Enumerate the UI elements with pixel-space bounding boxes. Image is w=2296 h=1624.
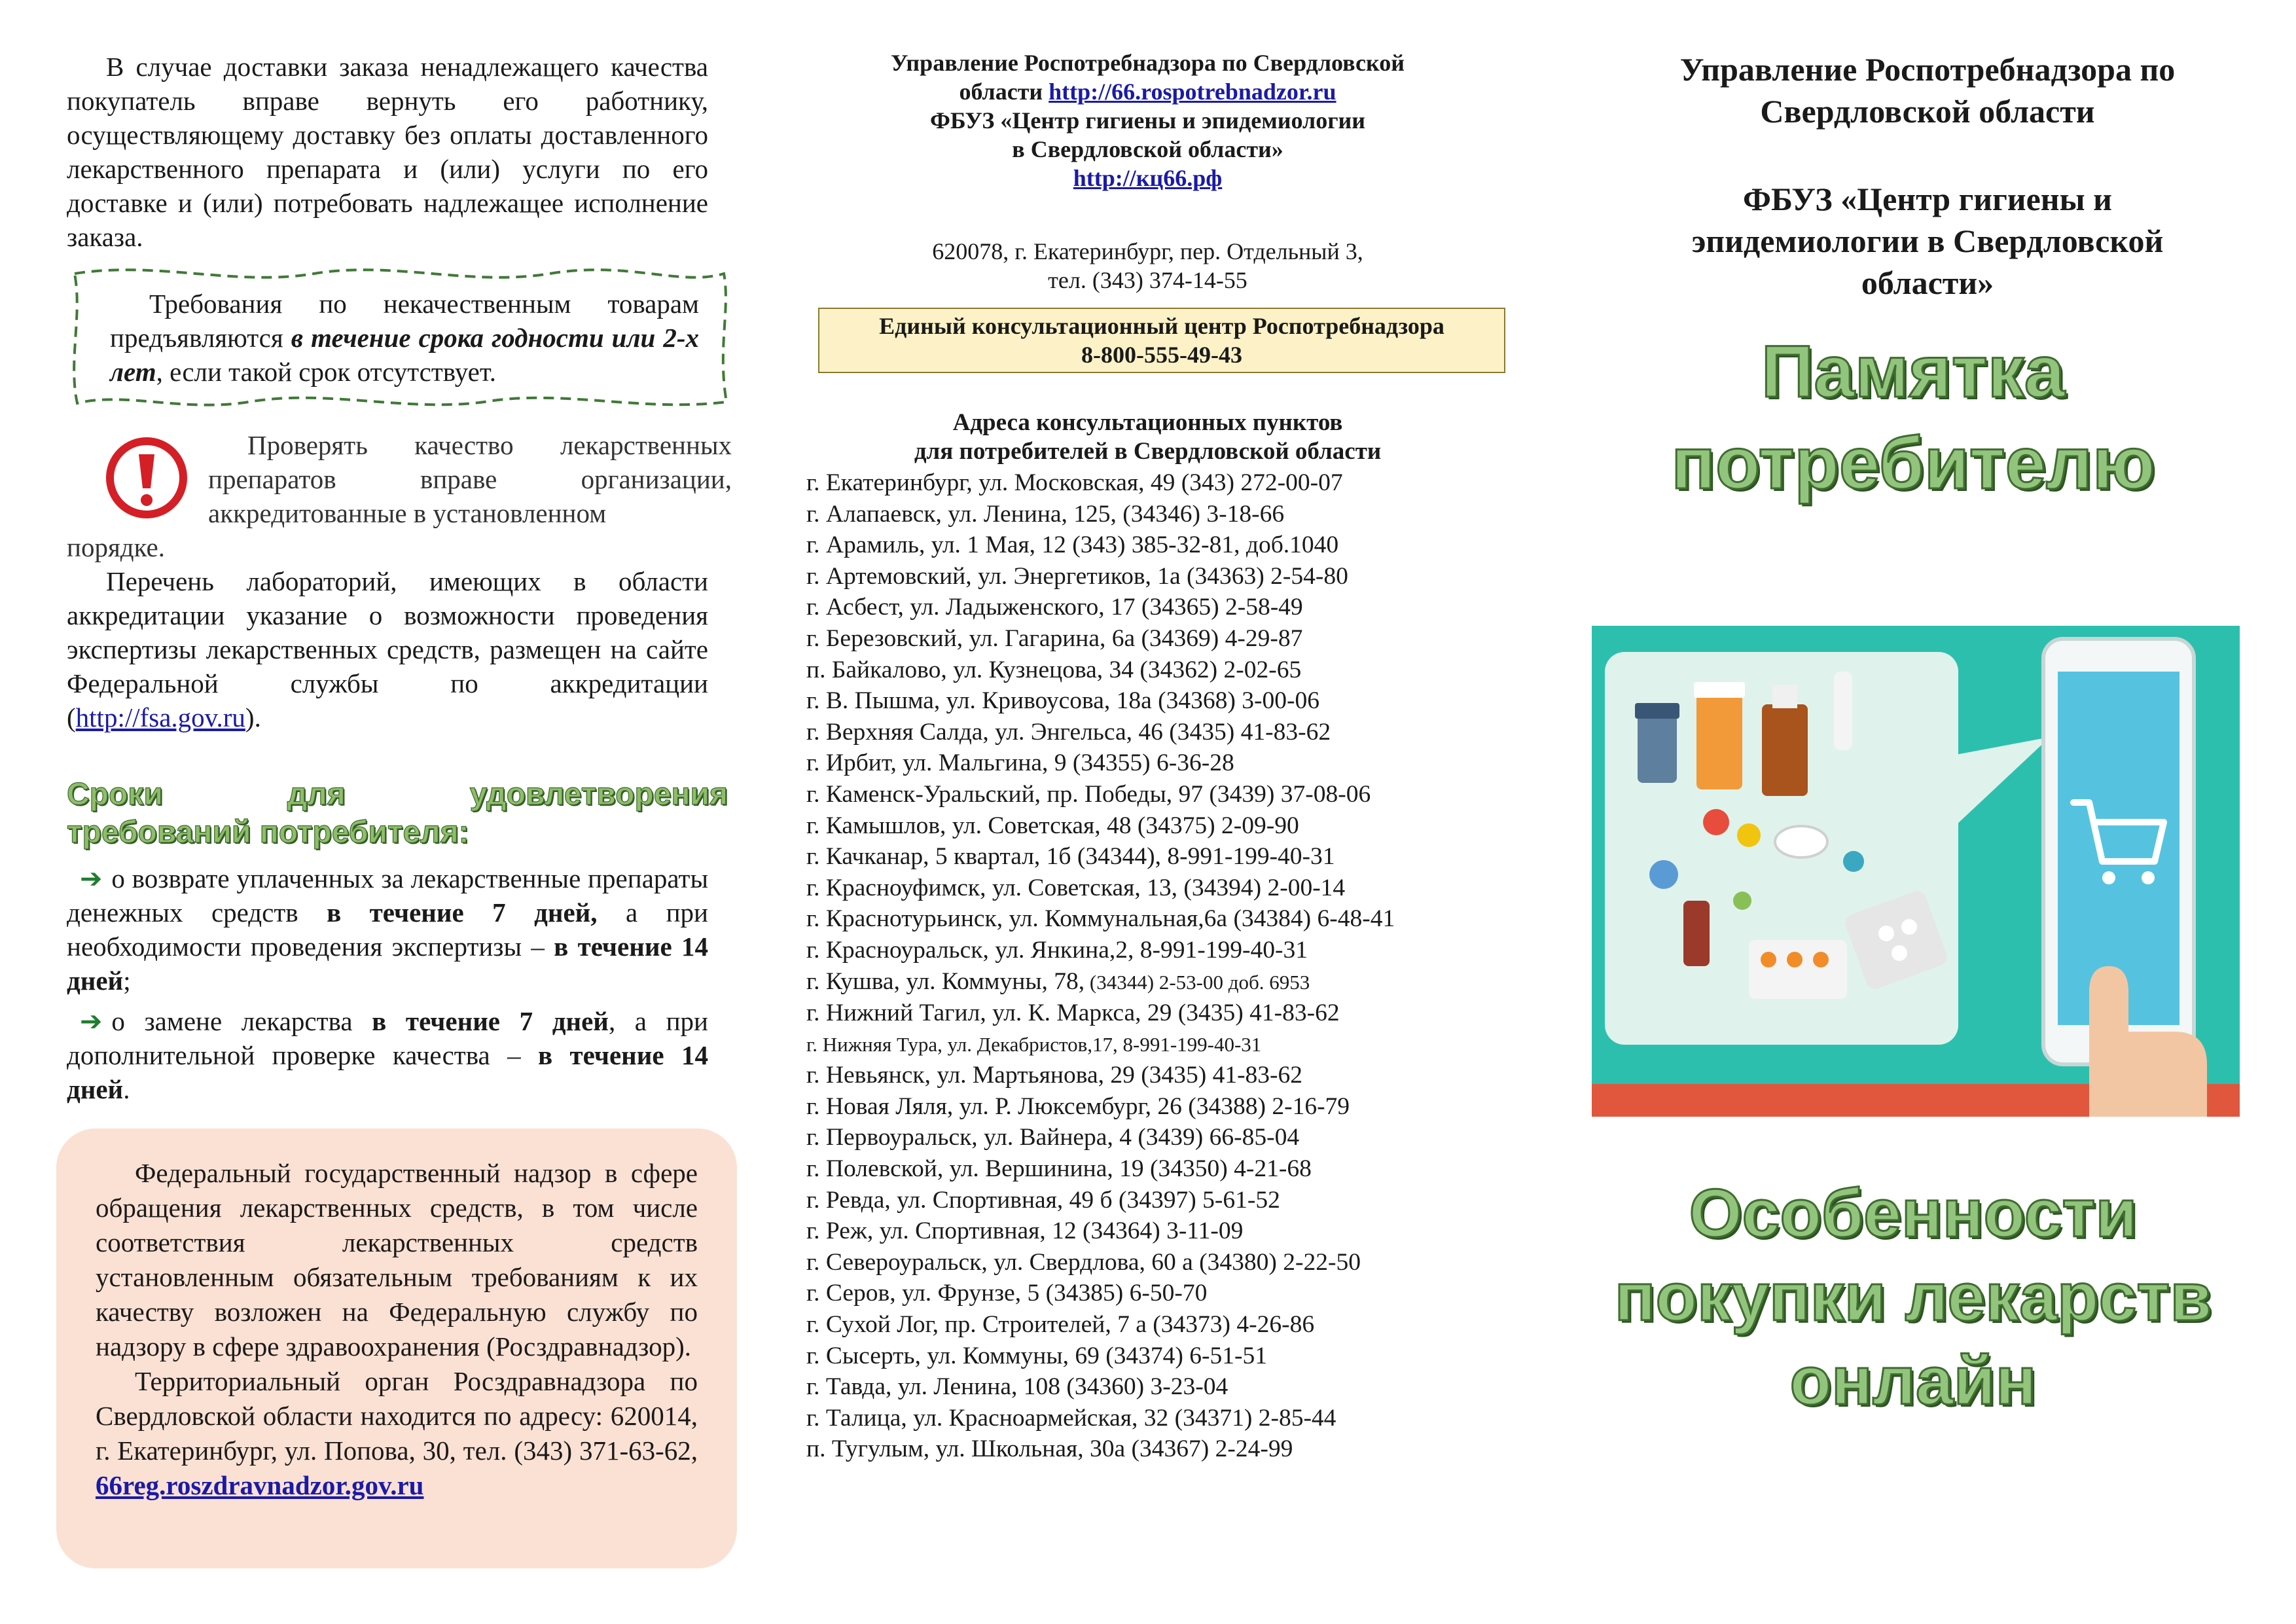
consultation-point-item: г. Сухой Лог, пр. Строителей, 7 а (34373) 4-26-86 xyxy=(806,1311,1315,1339)
consultation-point-item: п. Тугулым, ул. Школьная, 30а (34367) 2-24-99 xyxy=(806,1435,1293,1463)
consultation-point-item: г. Ирбит, ул. Мальгина, 9 (34355) 6-36-28 xyxy=(806,749,1234,777)
rospotrebnadzor-link[interactable]: http://66.rospotrebnadzor.ru xyxy=(1049,79,1336,105)
consultation-points-list xyxy=(806,467,1526,1465)
consultation-point-item: г. В. Пышма, ул. Кривоусова, 18а (34368) 3-00-06 xyxy=(806,687,1319,715)
quality-check-tail: порядке. xyxy=(67,532,166,562)
left-panel xyxy=(0,0,765,1624)
fsa-link[interactable]: http://fsa.gov.ru xyxy=(75,702,245,732)
consultation-center-box: Единый консультационный центр Роспотребнадзора 8-800-555-49-43 xyxy=(818,308,1505,373)
consultation-point-item: г. Красноуфимск, ул. Советская, 13, (34394) 2-00-14 xyxy=(806,874,1346,901)
consultation-point-item: г. Краснотурьинск, ул. Коммунальная,6а (34384) 6-48-41 xyxy=(806,905,1395,933)
roszdravnadzor-link[interactable]: 66reg.roszdravnadzor.gov.ru xyxy=(96,1470,424,1500)
org-title-1: Управление Роспотребнадзора по Свердловской области xyxy=(1679,51,2176,130)
consultation-point-item: г. Сысерть, ул. Коммуны, 69 (34374) 6-51-51 xyxy=(806,1342,1268,1369)
consultation-point-item: г. Камышлов, ул. Советская, 48 (34375) 2-09-90 xyxy=(806,812,1299,839)
consultation-point-item: г. Первоуральск, ул. Вайнера, 4 (3439) 66-85-04 xyxy=(806,1124,1300,1151)
labs-paragraph: Перечень лабораторий, имеющих в области аккредитации указание о возможности проведения экспертизы лекарственных средств, размещен на сайте Федеральной службы по аккредитации (http://fsa.gov.ru). xyxy=(67,566,708,732)
org-title-2: ФБУЗ «Центр гигиены и эпидемиологии в Свердловской области» xyxy=(1691,181,2164,301)
leaflet-title: Особенности покупки лекарств онлайн xyxy=(1614,1176,2212,1419)
consultation-point-item: г. Качканар, 5 квартал, 1б (34344), 8-991-199-40-31 xyxy=(806,843,1335,871)
requirements-note-box xyxy=(65,257,733,416)
quality-check-text: Проверять качество лекарственных препаратов вправе организации, аккредитованные в установленном xyxy=(208,430,732,528)
center-address: 620078, г. Екатеринбург, пер. Отдельный 3, тел. (343) 374-14-55 xyxy=(932,238,1363,293)
consultation-point-item: г. Нижний Тагил, ул. К. Маркса, 29 (3435) 41-83-62 xyxy=(806,1000,1340,1027)
kc66-link[interactable]: http://кц66.рф xyxy=(1073,165,1223,191)
consultation-point-item: г. Талица, ул. Красноармейская, 32 (34371) 2-85-44 xyxy=(806,1404,1336,1432)
territorial-office-paragraph: Территориальный орган Росздравнадзора по Свердловской области находится по адресу: 620014, г. Екатеринбург, ул. Попова, 30, тел. (343) 371-63-62, 66reg.roszdravnadzor.gov.ru xyxy=(96,1366,698,1500)
consultation-point-item: г. Нижняя Тура, ул. Декабристов,17, 8-991-199-40-31 xyxy=(806,1032,1262,1056)
consultation-point-item: г. Асбест, ул. Ладыженского, 17 (34365) 2-58-49 xyxy=(806,594,1303,621)
consultation-point-item: г. Алапаевск, ул. Ленина, 125, (34346) 3-18-66 xyxy=(806,500,1285,528)
supervision-paragraph: Федеральный государственный надзор в сфере обращения лекарственных средств, в том числе соответствия лекарственных средств установленным обязательным требованиям к их качеству возложен на Федеральную службу по надзору в сфере здравоохранения (Росздравнадзор). xyxy=(96,1158,698,1362)
consultation-point-item: г. Новая Ляля, ул. Р. Люксембург, 26 (34388) 2-16-79 xyxy=(806,1092,1350,1120)
consultation-point-item: г. Красноуральск, ул. Янкина,2, 8-991-199-40-31 xyxy=(806,936,1308,964)
arrow-right-icon: ➔ xyxy=(80,1005,103,1037)
refund-term-item: ➔ о возврате уплаченных за лекарственные препараты денежных средств в течение 7 дней, а при необходимости проведения экспертизы – в течение 14 дней; xyxy=(67,863,708,996)
memo-title: Памятка потребителю xyxy=(1671,331,2155,504)
consultation-point-item: г. Березовский, ул. Гагарина, 6а (34369) 4-29-87 xyxy=(806,624,1303,652)
consultation-point-item: г. Верхняя Салда, ул. Энгельса, 46 (3435) 41-83-62 xyxy=(806,718,1331,746)
terms-heading-line2: требований потребителя: xyxy=(67,815,469,850)
consultation-point-item: г. Арамиль, ул. 1 Мая, 12 (343) 385-32-81, доб.1040 xyxy=(806,532,1339,559)
consultation-point-item: г. Невьянск, ул. Мартьянова, 29 (3435) 41-83-62 xyxy=(806,1062,1303,1089)
consultation-point-item: г. Каменск-Уральский, пр. Победы, 97 (3439) 37-08-06 xyxy=(806,780,1371,808)
online-pharmacy-illustration xyxy=(1592,626,2240,1117)
consultation-point-item: г. Артемовский, ул. Энергетиков, 1а (34363) 2-54-80 xyxy=(806,562,1348,590)
delivery-paragraph: В случае доставки заказа ненадлежащего качества покупатель вправе вернуть его работнику, осуществляющему доставку без оплаты доставленного лекарственного препарата и (или) услуги по его доставке и (или) потребовать надлежащее исполнение заказа. xyxy=(67,52,708,252)
arrow-right-icon: ➔ xyxy=(80,863,103,894)
terms-heading-line1: Сроки для удовлетворения xyxy=(67,777,728,812)
consultation-point-item: г. Полевской, ул. Вершинина, 19 (34350) 4-21-68 xyxy=(806,1155,1312,1183)
points-title: Адреса консультационных пунктов для потребителей в Свердловской области xyxy=(914,409,1382,465)
contacts-header: Управление Роспотребнадзора по Свердловской области http://66.rospotrebnadzor.ru ФБУЗ «Центр гигиены и эпидемиологии в Свердловской области» http://кц66.рф xyxy=(890,50,1405,191)
consultation-point-item: г. Североуральск, ул. Свердлова, 60 а (34380) 2-22-50 xyxy=(806,1248,1361,1276)
consultation-point-item: г. Серов, ул. Фрунзе, 5 (34385) 6-50-70 xyxy=(806,1280,1208,1307)
consultation-point-item: г. Кушва, ул. Коммуны, 78, (34344) 2-53-00 доб. 6953 xyxy=(806,967,1310,995)
consultation-point-item: г. Реж, ул. Спортивная, 12 (34364) 3-11-09 xyxy=(806,1218,1244,1245)
consultation-point-item: п. Байкалово, ул. Кузнецова, 34 (34362) 2-02-65 xyxy=(806,656,1302,683)
exclamation-warning-icon xyxy=(105,436,188,520)
consultation-point-item: г. Тавда, ул. Ленина, 108 (34360) 3-23-04 xyxy=(806,1373,1229,1401)
roszdravnadzor-box xyxy=(56,1128,737,1568)
consultation-point-item: г. Екатеринбург, ул. Московская, 49 (343) 272-00-07 xyxy=(806,469,1343,496)
replacement-term-item: ➔ о замене лекарства в течение 7 дней, а при дополнительной проверке качества – в течение 14 дней. xyxy=(67,1005,708,1104)
requirements-note-text: Требования по некачественным товарам предъявляются в течение срока годности или 2-х лет, если такой срок отсутствует. xyxy=(110,289,700,387)
consultation-point-item: г. Ревда, ул. Спортивная, 49 б (34397) 5-61-52 xyxy=(806,1186,1280,1214)
